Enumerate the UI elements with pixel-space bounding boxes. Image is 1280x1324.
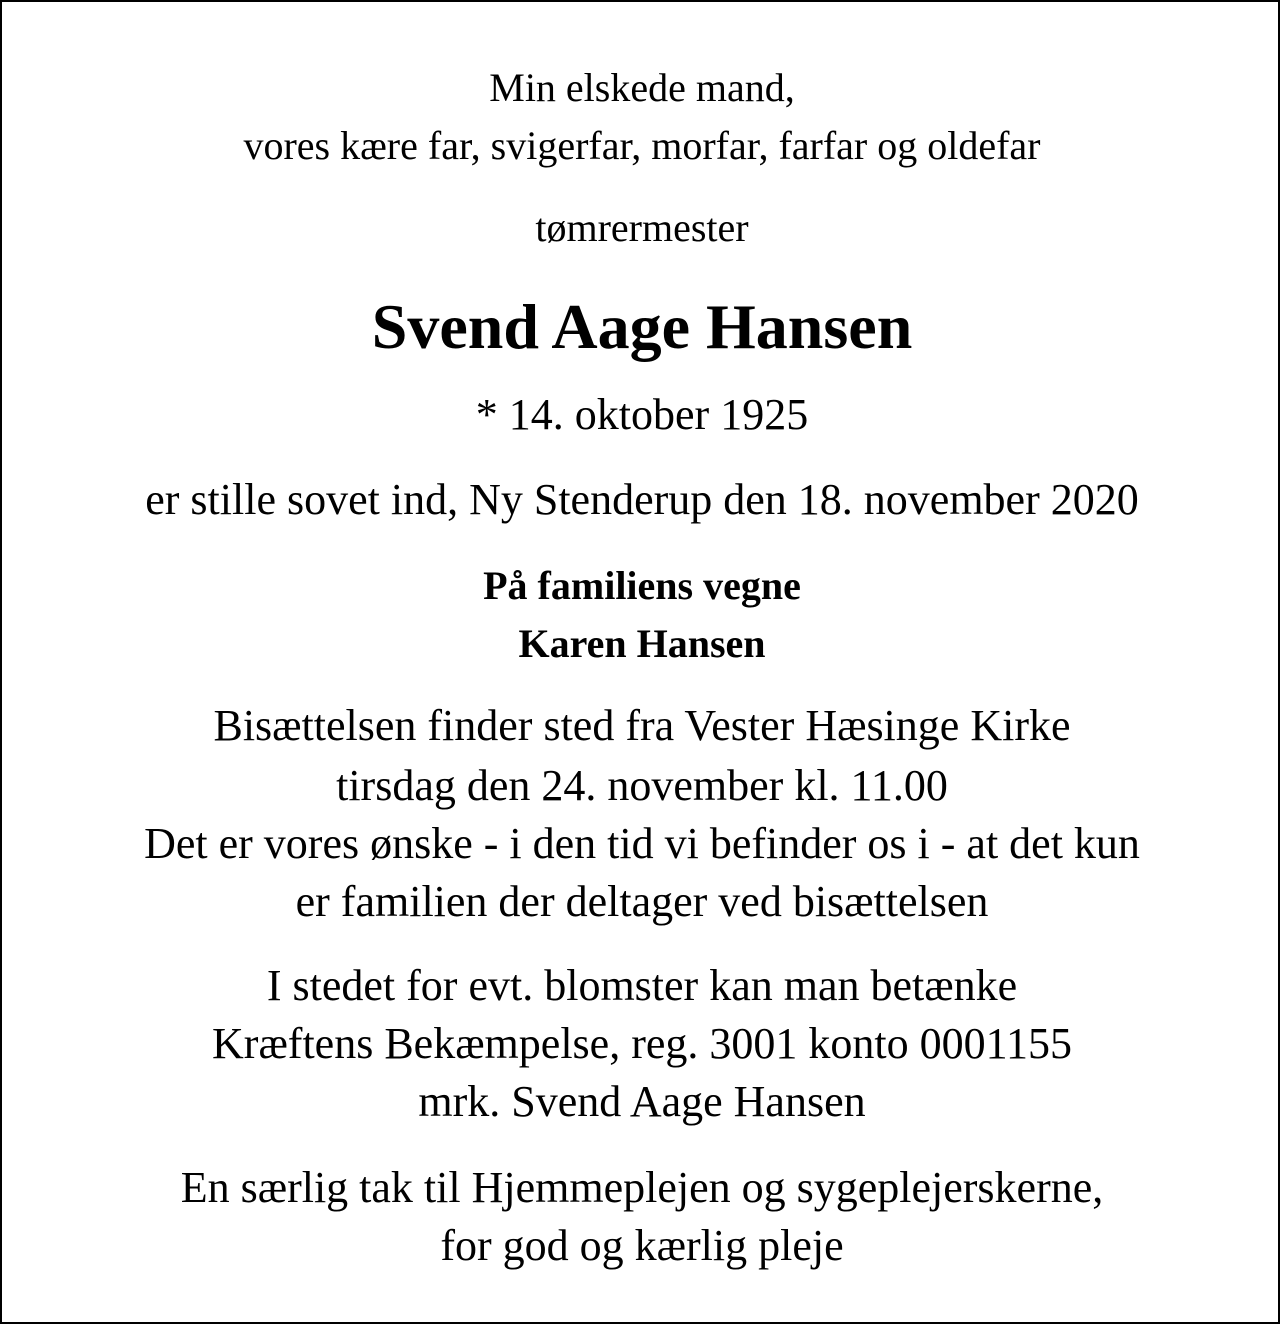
death-notice: er stille sovet ind, Ny Stenderup den 18. november 2020 bbox=[145, 475, 1139, 524]
funeral-line-4: er familien der deltager ved bisættelsen bbox=[295, 877, 989, 926]
intro-line-1: Min elskede mand, bbox=[489, 65, 795, 110]
donation-line-1: I stedet for evt. blomster kan man betænke bbox=[266, 961, 1018, 1010]
thanks-line-1: En særlig tak til Hjemmeplejen og sygeplejerskerne, bbox=[180, 1163, 1104, 1212]
profession: tømrermester bbox=[535, 205, 749, 250]
donation-line-3: mrk. Svend Aage Hansen bbox=[418, 1077, 866, 1126]
deceased-name: Svend Aage Hansen bbox=[371, 291, 913, 362]
birth-date: * 14. oktober 1925 bbox=[475, 390, 809, 439]
donation-line-2: Kræftens Bekæmpelse, reg. 3001 konto 0001155 bbox=[212, 1019, 1072, 1068]
signature-line-1: På familiens vegne bbox=[483, 563, 801, 608]
signature-line-2: Karen Hansen bbox=[518, 621, 766, 666]
funeral-line-3: Det er vores ønske - i den tid vi befinder os i - at det kun bbox=[144, 819, 1140, 868]
funeral-line-1: Bisættelsen finder sted fra Vester Hæsinge Kirke bbox=[213, 701, 1071, 750]
funeral-line-2: tirsdag den 24. november kl. 11.00 bbox=[336, 761, 948, 810]
thanks-line-2: for god og kærlig pleje bbox=[440, 1221, 844, 1270]
intro-line-2: vores kære far, svigerfar, morfar, farfar og oldefar bbox=[243, 123, 1041, 168]
